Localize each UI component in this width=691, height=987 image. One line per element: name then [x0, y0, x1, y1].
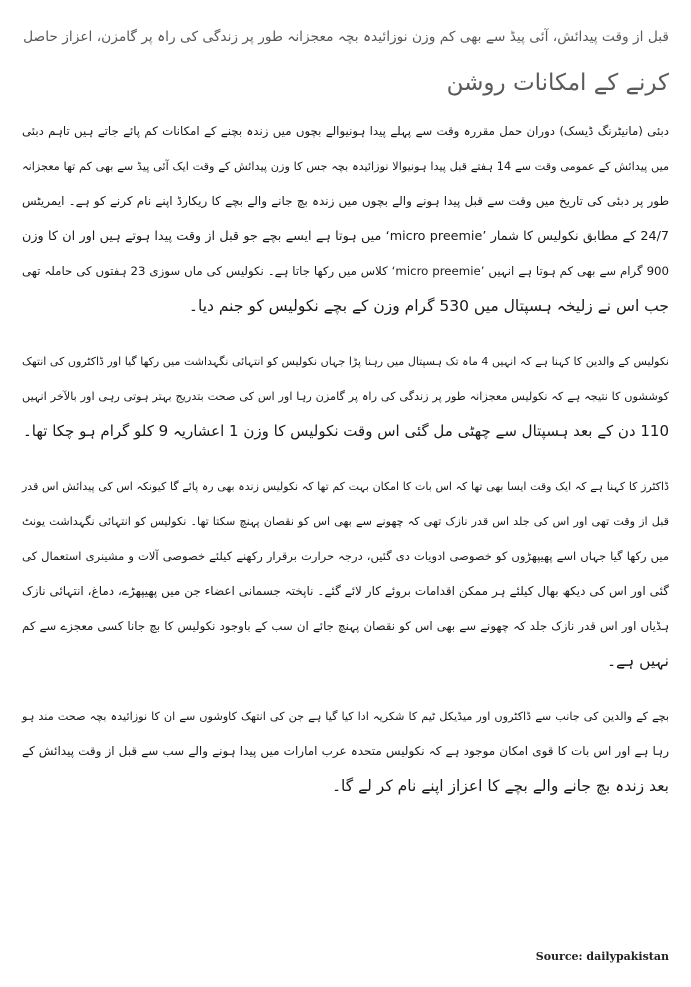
- paragraph: [22, 114, 669, 324]
- paragraph: [22, 699, 669, 804]
- text-line: 900 گرام سے بھی کم ہوتا ہے انہیں ’micro preemie‘ کلاس میں رکھا جاتا ہے۔ نکولیس کی ماں سوزی 23 ہفتوں کی حاملہ تھی: [22, 264, 669, 278]
- text-line: بعد زندہ بچ جانے والے بچے کا اعزاز اپنے نام کر لے گا۔: [331, 777, 669, 795]
- text-line: دبئی (مانیٹرنگ ڈیسک) دوران حمل مقررہ وقت سے پہلے پیدا ہونیوالے بچوں میں زندہ بچنے کے امکانات کم پائے جاتے ہیں تاہم دبئی: [22, 124, 669, 138]
- text-line: جب اس نے زلیخہ ہسپتال میں 530 گرام وزن کے بچے نکولیس کو جنم دیا۔: [188, 297, 669, 315]
- text-line: کوششوں کا نتیجہ ہے کہ نکولیس معجزانہ طور پر زندگی کی راہ پر گامزن رہا اور اس کی صحت بتدریج بہتر ہوتی رہی اور بالآخر انہیں: [22, 390, 669, 403]
- headline-line: قبل از وقت پیدائش، آئی پیڈ سے بھی کم وزن نوزائیدہ بچہ معجزانہ طور پر زندگی کی راہ پر گامزن، اعزاز حاصل: [23, 29, 669, 45]
- headline: [22, 14, 669, 106]
- text-line: نکولیس کے والدین کا کہنا ہے کہ انہیں 4 ماہ تک ہسپتال میں رہنا پڑا جہاں نکولیس کو انتہائی نگہداشت میں رکھا گیا اور ڈاکٹروں کی انتھک: [22, 355, 669, 368]
- text-line: نہیں ہے۔: [606, 652, 669, 670]
- text-line: گئی اور اس کی دیکھ بھال کیلئے ہر ممکن اقدامات بروئے کار لائے گئے۔ ناپختہ جسمانی اعضاء جن میں پھیپھڑے، دماغ، انتہائی نازک: [22, 584, 669, 598]
- source-credit: Source: dailypakistan: [535, 950, 669, 963]
- text-line: رہا ہے اور اس بات کا قوی امکان موجود ہے کہ نکولیس متحدہ عرب امارات میں پیدا ہونے والے سب سے قبل از وقت پیدائش کے: [22, 744, 669, 758]
- text-line: طور پر دبئی کی تاریخ میں وقت سے قبل پیدا ہونے والے بچوں میں زندہ بچ جانے والے بچے کا ریکارڈ اپنے نام کرنے کو ہے۔ ایمریٹس: [22, 194, 669, 208]
- text-line: بچے کے والدین کی جانب سے ڈاکٹروں اور میڈیکل ٹیم کا شکریہ ادا کیا گیا ہے جن کی انتھک کاوشوں سے ان کا نوزائیدہ بچہ صحت مند ہو: [22, 710, 669, 723]
- text-line: قبل از وقت تھی اور اس کی جلد اس قدر نازک تھی کہ چھونے سے بھی اس کو نقصان پہنچ سکتا تھا۔ نکولیس کو انتہائی نگہداشت یونٹ: [22, 515, 669, 528]
- text-line: 110 دن کے بعد ہسپتال سے چھٹی مل گئی اس وقت نکولیس کا وزن 1 اعشاریہ 9 کلو گرام ہو چکا تھا۔: [22, 422, 669, 440]
- text-line: 24/7 کے مطابق نکولیس کا شمار ’micro preemie‘ میں ہوتا ہے ایسے بچے جو قبل از وقت پیدا ہوتے ہیں اور ان کا وزن: [22, 229, 670, 244]
- headline-line: کرنے کے امکانات روشن: [446, 70, 669, 96]
- text-line: ڈاکٹرز کا کہنا ہے کہ ایک وقت ایسا بھی تھا کہ اس بات کا امکان بہت کم تھا کہ نکولیس زندہ بھی رہ پائے گا کیونکہ اس کی پیدائش اس قدر: [22, 480, 669, 493]
- text-line: ہڈیاں اور اس قدر نازک جلد کہ چھونے سے بھی اس کو نقصان پہنچ جائے ان سب کے باوجود نکولیس کا بچ جانا کسی معجزے سے کم: [22, 619, 669, 633]
- paragraph: [22, 469, 669, 679]
- text-line: میں رکھا گیا جہاں اسے پھیپھڑوں کو خصوصی ادویات دی گئیں، درجہ حرارت برقرار رکھنے کیلئے خصوصی آلات و مشینری استعمال کی: [22, 549, 669, 563]
- paragraph: [22, 344, 669, 449]
- article-body: [22, 114, 669, 804]
- text-line: میں پیدائش کے عمومی وقت سے 14 ہفتے قبل پیدا ہونیوالا نوزائیدہ بچہ جس کا وزن پیدائش کے وقت ایک آئی پیڈ سے بھی کم تھا معجزانہ: [22, 160, 669, 173]
